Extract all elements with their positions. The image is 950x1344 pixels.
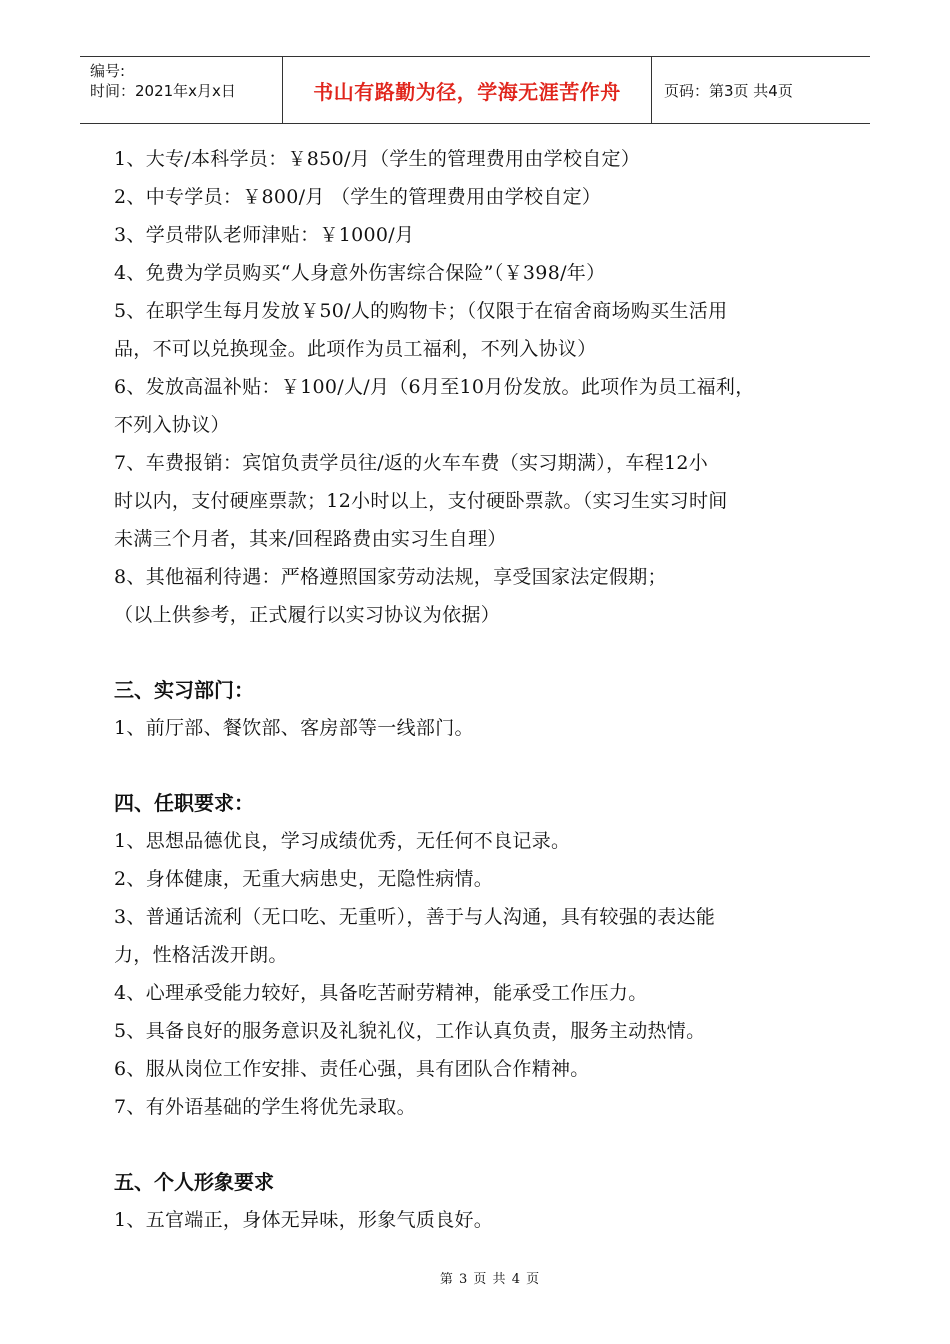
section-item: 1、思想品德优良，学习成绩优秀，无任何不良记录。 [114, 830, 571, 852]
section-heading: 三、实习部门： [114, 678, 254, 702]
document-number-label: 编号: [90, 62, 126, 80]
section-item: 3、普通话流利（无口吃、无重听），善于与人沟通，具有较强的表达能 [114, 906, 716, 928]
benefit-line: 3、学员带队老师津贴：￥1000/月 [114, 224, 415, 246]
section-item: 7、有外语基础的学生将优先录取。 [114, 1096, 416, 1118]
section-gap [114, 747, 844, 784]
section-personal-image [114, 1163, 844, 1239]
benefit-line: 1、大专/本科学员：￥850/月（学生的管理费用由学校自定） [114, 148, 641, 170]
benefit-line: 未满三个月者，其来/回程路费由实习生自理） [114, 528, 507, 550]
benefit-line: 2、中专学员：￥800/月 （学生的管理费用由学校自定） [114, 186, 602, 208]
section-item: 5、具备良好的服务意识及礼貌礼仪，工作认真负责，服务主动热情。 [114, 1020, 706, 1042]
benefit-line: 8、其他福利待遇：严格遵照国家劳动法规，享受国家法定假期； [114, 566, 667, 588]
section-item: 力，性格活泼开朗。 [114, 944, 288, 966]
document-date: 时间：2021年x月x日 [90, 82, 236, 100]
section-heading: 五、个人形象要求 [114, 1170, 274, 1194]
section-item: 1、五官端正，身体无异味，形象气质良好。 [114, 1209, 494, 1231]
section-job-requirements [114, 784, 844, 1126]
header-motto: 书山有路勤为径，学海无涯苦作舟 [282, 57, 652, 123]
benefit-note: （以上供参考，正式履行以实习协议为依据） [114, 604, 501, 626]
header-meta [80, 57, 282, 123]
section-gap [114, 634, 844, 671]
benefit-line: 不列入协议） [114, 414, 230, 436]
benefit-line: 4、免费为学员购买“人身意外伤害综合保险”（￥398/年） [114, 262, 606, 284]
header-page-info: 页码：第3页 共4页 [664, 81, 793, 100]
benefits-list [114, 140, 844, 634]
section-item: 6、服从岗位工作安排、责任心强，具有团队合作精神。 [114, 1058, 590, 1080]
benefit-line: 时以内，支付硬座票款；12小时以上，支付硬卧票款。（实习生实习时间 [114, 490, 728, 512]
page-header [80, 56, 870, 124]
section-heading: 四、任职要求： [114, 791, 254, 815]
document-body [114, 140, 844, 1239]
section-item: 1、前厅部、餐饮部、客房部等一线部门。 [114, 717, 474, 739]
benefit-line: 5、在职学生每月发放￥50/人的购物卡；（仅限于在宿舍商场购买生活用 [114, 300, 728, 322]
section-internship-departments [114, 671, 844, 747]
section-item: 2、身体健康，无重大病患史，无隐性病情。 [114, 868, 494, 890]
benefit-line: 6、发放高温补贴：￥100/人/月（6月至10月份发放。此项作为员工福利， [114, 376, 755, 398]
benefit-line: 7、车费报销：宾馆负责学员往/返的火车车费（实习期满），车程12小 [114, 452, 709, 474]
benefit-line: 品，不可以兑换现金。此项作为员工福利，不列入协议） [114, 338, 597, 360]
page-footer: 第 3 页 共 4 页 [439, 1272, 541, 1287]
section-item: 4、心理承受能力较好，具备吃苦耐劳精神，能承受工作压力。 [114, 982, 648, 1004]
section-gap [114, 1126, 844, 1163]
